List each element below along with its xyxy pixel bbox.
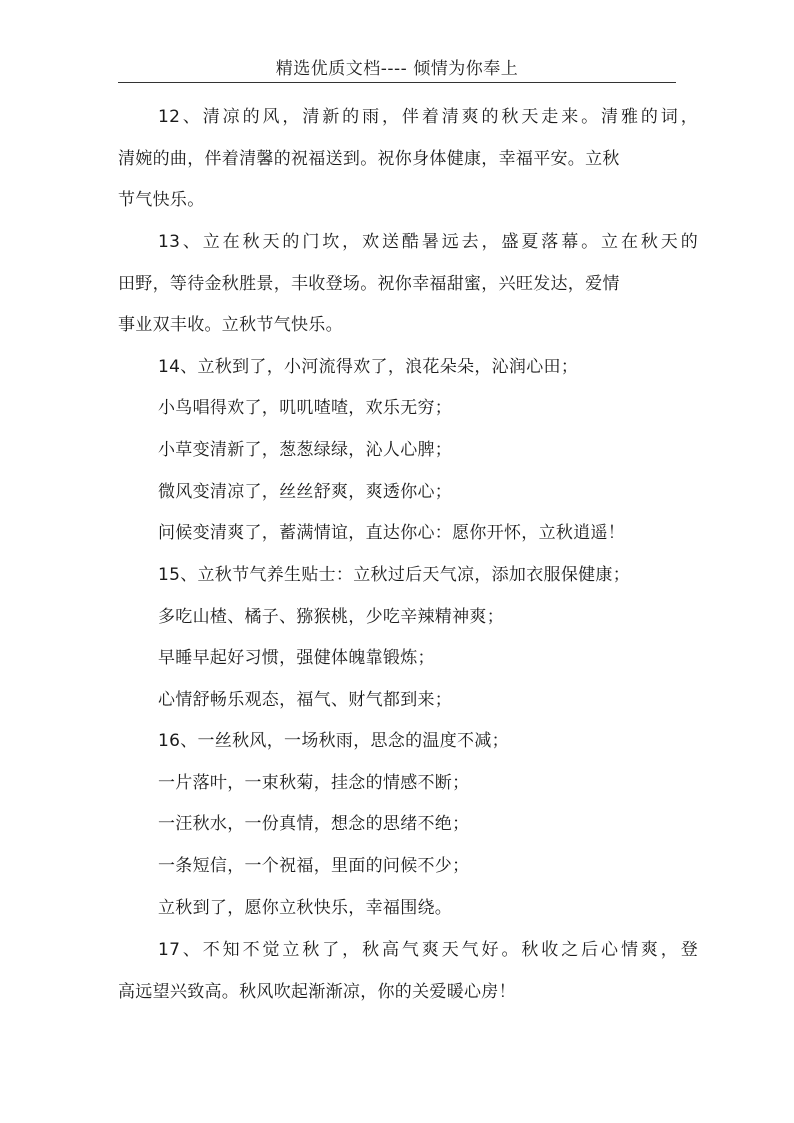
paragraph-14-line-4: 微风变清凉了，丝丝舒爽，爽透你心； <box>158 482 453 502</box>
paragraph-15-line-2: 多吃山楂、橘子、猕猴桃，少吃辛辣精神爽； <box>158 607 504 627</box>
paragraph-16-line-1: 16、一丝秋风，一场秋雨，思念的温度不减； <box>158 731 509 751</box>
paragraph-16-line-4: 一条短信，一个祝福，里面的问候不少； <box>158 856 470 876</box>
paragraph-14-line-5: 问候变清爽了，蓄满情谊，直达你心：愿你开怀，立秋逍遥！ <box>158 523 626 543</box>
paragraph-14-line-3: 小草变清新了，葱葱绿绿，沁人心脾； <box>158 440 453 460</box>
paragraph-12-line-3: 节气快乐。 <box>118 190 205 210</box>
paragraph-12-line-2: 清婉的曲，伴着清馨的祝福送到。祝你身体健康，幸福平安。立秋 <box>118 149 620 169</box>
paragraph-17-line-2: 高远望兴致高。秋风吹起渐渐凉，你的关爱暖心房！ <box>118 982 516 1002</box>
paragraph-16-line-3: 一汪秋水，一份真情，想念的思绪不绝； <box>158 814 470 834</box>
paragraph-16-line-5: 立秋到了，愿你立秋快乐，幸福围绕。 <box>158 898 453 918</box>
paragraph-13-line-1: 13、立在秋天的门坎，欢送酷暑远去，盛夏落幕。立在秋天的 <box>158 232 698 252</box>
paragraph-15-line-1: 15、立秋节气养生贴士：立秋过后天气凉，添加衣服保健康； <box>158 565 631 585</box>
paragraph-16-line-2: 一片落叶，一束秋菊，挂念的情感不断； <box>158 773 470 793</box>
header-divider <box>118 82 676 83</box>
page-header: 精选优质文档---- 倾情为你奉上 <box>275 59 519 79</box>
paragraph-13-line-2: 田野，等待金秋胜景，丰收登场。祝你幸福甜蜜，兴旺发达，爱情 <box>118 274 620 294</box>
paragraph-17-line-1: 17、不知不觉立秋了，秋高气爽天气好。秋收之后心情爽，登 <box>158 940 698 960</box>
paragraph-14-line-2: 小鸟唱得欢了，叽叽喳喳，欢乐无穷； <box>158 398 453 418</box>
paragraph-15-line-4: 心情舒畅乐观态，福气、财气都到来； <box>158 690 453 710</box>
paragraph-15-line-3: 早睡早起好习惯，强健体魄靠锻炼； <box>158 648 435 668</box>
paragraph-13-line-3: 事业双丰收。立秋节气快乐。 <box>118 315 343 335</box>
paragraph-14-line-1: 14、立秋到了，小河流得欢了，浪花朵朵，沁润心田； <box>158 357 579 377</box>
paragraph-12-line-1: 12、清凉的风，清新的雨，伴着清爽的秋天走来。清雅的词， <box>158 107 698 127</box>
